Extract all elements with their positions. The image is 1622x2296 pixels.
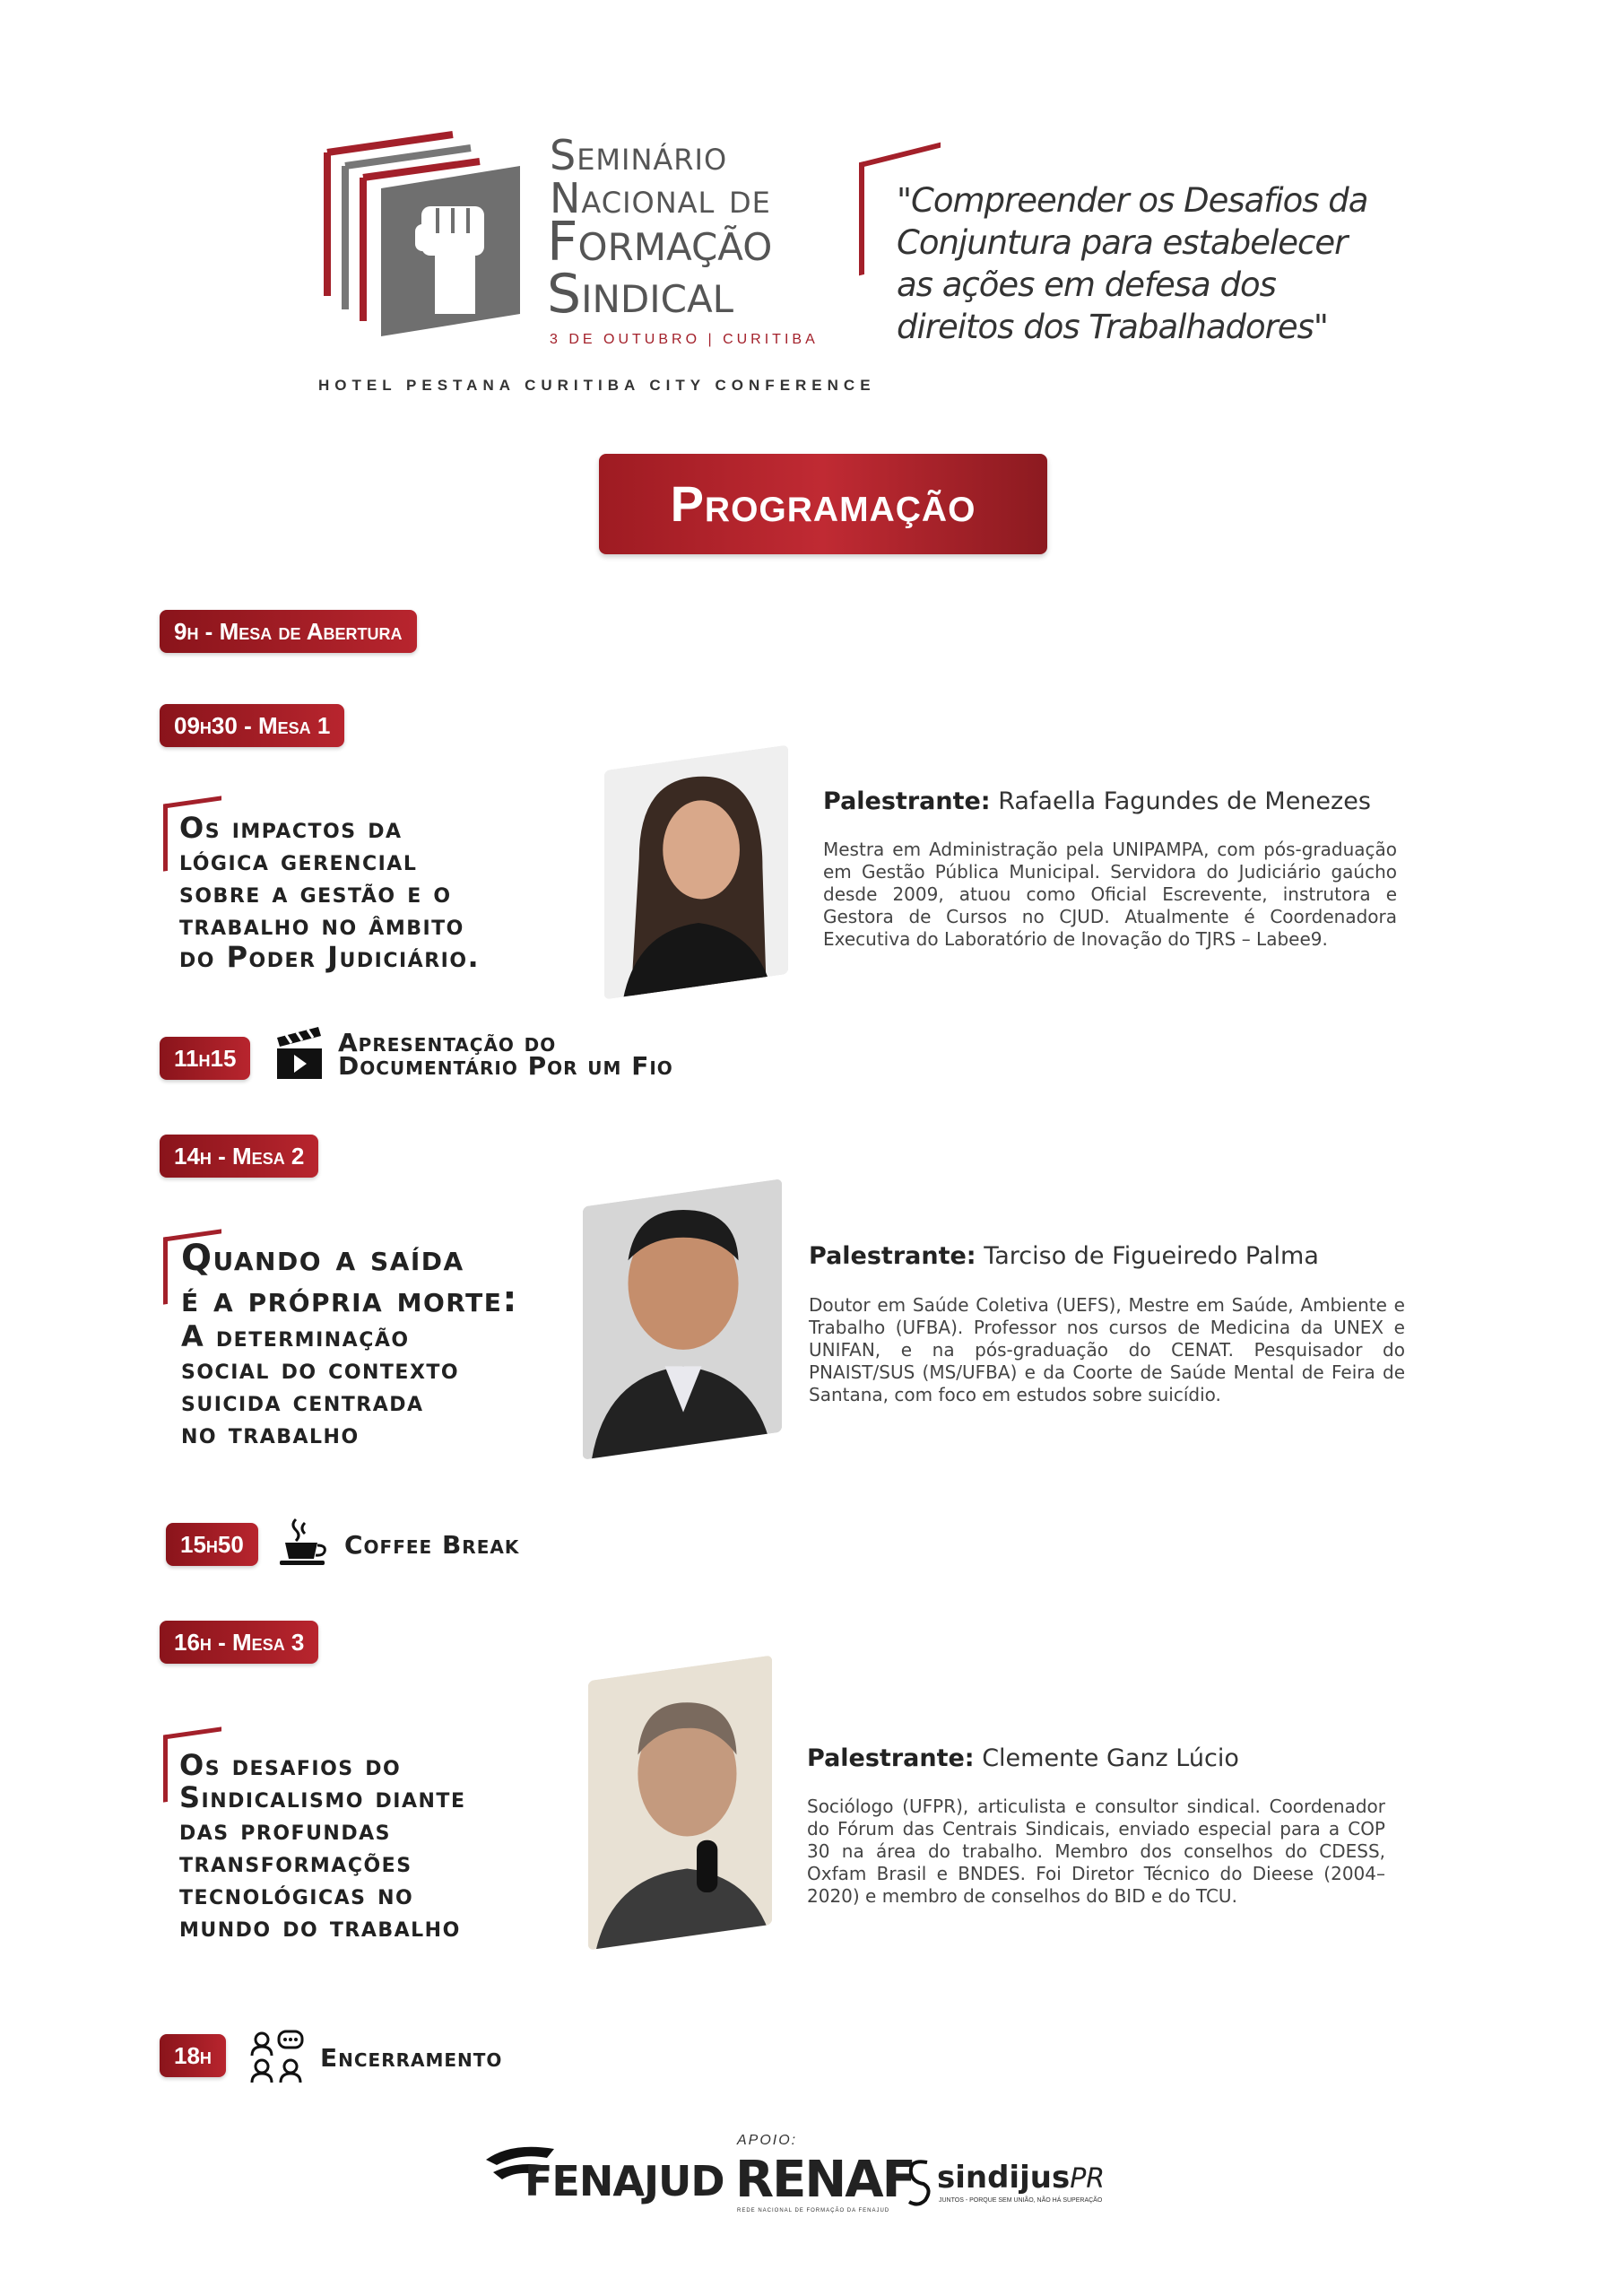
mesa2-title-big-line: Quando a saída bbox=[181, 1238, 464, 1279]
speaker-label: Palestrante: bbox=[807, 1744, 975, 1772]
mesa1-title-line: trabalho no âmbito bbox=[179, 908, 464, 942]
clapperboard-icon bbox=[273, 1025, 325, 1081]
mesa1-bio: Mestra em Administração pela UNIPAMPA, com pós-graduação em Gestão Pública Municipal. Servidora do Judiciário gaúcho desde 2009, atuou como Oficial Escrevente, instrutora e Gestora de Cursos no CJUD. Atualmente é Coordenadora Executiva do Laboratório de Inovação do TJRS – Labee9. bbox=[823, 839, 1397, 950]
quote-line1: "Compreender os Desafios da bbox=[897, 181, 1368, 220]
time-badge-documentary: 11h15 bbox=[160, 1037, 250, 1080]
sindijus-s-icon bbox=[906, 2157, 932, 2207]
time-badge-mesa1: 09h30 - Mesa 1 bbox=[160, 704, 344, 747]
person-portrait-icon bbox=[583, 1178, 782, 1459]
mesa2-title-big bbox=[181, 1238, 518, 1320]
logo-title-line2: Nacional de bbox=[550, 174, 771, 222]
time-badge-mesa2: 14h - Mesa 2 bbox=[160, 1135, 318, 1178]
venue-name: HOTEL PESTANA CURITIBA CITY CONFERENCE bbox=[318, 377, 876, 394]
mesa2-title-big-line: é a própria morte: bbox=[181, 1279, 518, 1320]
logo-title-line3: Formação bbox=[547, 211, 773, 274]
fist-logo-icon bbox=[318, 126, 533, 341]
mesa1-title-line: Os impactos da bbox=[179, 811, 403, 845]
mesa2-title-line: no trabalho bbox=[181, 1416, 360, 1450]
time-badge-mesa3: 16h - Mesa 3 bbox=[160, 1621, 318, 1664]
mesa1-speaker bbox=[823, 787, 1371, 815]
time-badge-closing: 18h bbox=[160, 2034, 226, 2077]
mesa3-title-line: Os desafios do bbox=[179, 1748, 402, 1782]
header-quote bbox=[897, 179, 1367, 348]
sindijus-logo bbox=[937, 2160, 1105, 2196]
coffee-cup-icon bbox=[278, 1516, 332, 1570]
mesa3-title-line: mundo do trabalho bbox=[179, 1909, 461, 1944]
mesa2-title-line: social do contexto bbox=[181, 1352, 460, 1386]
mesa3-title-line: das profundas bbox=[179, 1813, 391, 1847]
sindijus-name: sindijus bbox=[937, 2160, 1071, 2196]
mesa3-speaker bbox=[807, 1744, 1239, 1772]
speaker-name: Rafaella Fagundes de Menezes bbox=[998, 787, 1371, 815]
header-logo bbox=[318, 126, 820, 359]
time-badge-opening: 9h - Mesa de Abertura bbox=[160, 610, 417, 653]
speaker-photo-clemente bbox=[588, 1656, 772, 1951]
apoio-label: APOIO: bbox=[737, 2133, 798, 2148]
mesa1-title-line: lógica gerencial bbox=[179, 843, 418, 877]
people-talking-icon bbox=[249, 2029, 305, 2084]
mesa2-title bbox=[181, 1320, 459, 1449]
mesa3-title bbox=[179, 1749, 465, 1943]
mesa2-bio: Doutor em Saúde Coletiva (UEFS), Mestre em Saúde, Ambiente e Trabalho (UFBA). Professor nos cursos de Medicina da UNEX e UNIFAN, e na pós-graduação do CENAT. Pesquisador do PNAIST/SUS (MS/UFBA) e da Coorte de Saúde Mental de Feira de Santana, com foco em estudos sobre suicídio. bbox=[809, 1294, 1405, 1405]
coffee-break-label: Coffee Break bbox=[344, 1530, 520, 1560]
mesa2-speaker bbox=[809, 1242, 1319, 1270]
documentary-line1: Apresentação do bbox=[338, 1028, 557, 1057]
mesa1-title bbox=[179, 812, 480, 973]
mesa1-title-line: do Poder Judiciário. bbox=[179, 940, 481, 974]
mesa3-bio: Sociólogo (UFPR), articulista e consultor sindical. Coordenador do Fórum das Centrais Sindicais, enviado especial para a COP 30 na área do trabalho. Membro dos conselhos do CDESS, Oxfam Brasil e BNDES. Foi Diretor Técnico do Dieese (2004–2020) e membro de conselhos do BID e do TCU. bbox=[807, 1796, 1385, 1907]
programacao-banner: Programação bbox=[599, 454, 1047, 554]
fenajud-logo: FENAJUD bbox=[525, 2157, 724, 2205]
quote-line2: Conjuntura para estabelecer bbox=[897, 223, 1348, 262]
speaker-name: Tarciso de Figueiredo Palma bbox=[984, 1242, 1319, 1270]
mesa2-title-line: A determinação bbox=[181, 1319, 410, 1353]
renaf-logo: RENAF bbox=[735, 2151, 915, 2209]
mesa3-title-line: transformações bbox=[179, 1845, 412, 1879]
documentary-label bbox=[338, 1028, 673, 1081]
logo-title-line1: Seminário bbox=[550, 131, 728, 179]
speaker-label: Palestrante: bbox=[809, 1242, 976, 1270]
person-portrait-icon bbox=[604, 745, 788, 1000]
speaker-photo-tarciso bbox=[583, 1178, 782, 1459]
closing-label: Encerramento bbox=[320, 2043, 503, 2073]
speaker-photo-rafaella bbox=[604, 745, 788, 1000]
quote-line3: as ações em defesa dos bbox=[897, 265, 1276, 304]
renaf-subtitle: REDE NACIONAL DE FORMAÇÃO DA FENAJUD bbox=[737, 2208, 890, 2213]
documentary-line2: Documentário Por um Fio bbox=[338, 1051, 673, 1081]
time-badge-coffee: 15h50 bbox=[166, 1523, 258, 1566]
quote-line4: direitos dos Trabalhadores" bbox=[897, 308, 1328, 346]
mesa1-title-line: sobre a gestão e o bbox=[179, 875, 452, 909]
person-portrait-icon bbox=[588, 1656, 772, 1951]
mesa3-title-line: Sindicalismo diante bbox=[179, 1780, 466, 1814]
speaker-label: Palestrante: bbox=[823, 787, 991, 815]
logo-title-line4: Sindical bbox=[547, 263, 734, 326]
mesa2-title-line: suicida centrada bbox=[181, 1384, 424, 1418]
mesa3-title-line: tecnológicas no bbox=[179, 1877, 414, 1911]
sindijus-pr: PR bbox=[1070, 2163, 1106, 2195]
speaker-name: Clemente Ganz Lúcio bbox=[982, 1744, 1239, 1772]
event-date: 3 DE OUTUBRO | CURITIBA bbox=[550, 332, 819, 347]
sindijus-subtitle: JUNTOS - PORQUE SEM UNIÃO, NÃO HÁ SUPERAÇÃO bbox=[939, 2197, 1103, 2204]
